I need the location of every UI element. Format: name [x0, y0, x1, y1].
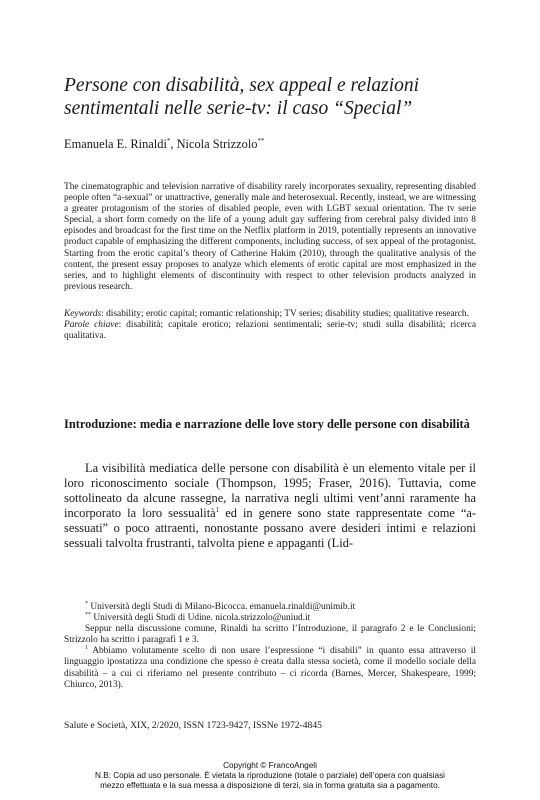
keywords-italian	[64, 320, 476, 342]
usage-notice-line-2: mezzo effettuata e la sua messa a disposizione di terzi, sia in forma gratuita sia a pagamento.	[100, 781, 440, 790]
keywords-text: : disability; erotic capital; romantic relationship; TV series; disability studies; qualitative research.	[101, 309, 469, 319]
affiliation-mark: *	[166, 136, 171, 145]
abstract: The cinematographic and television narrative of disability rarely incorporates sexuality, representing disabled people often “a-sexual” or unattractive, generally male and heterosexual. Recently, instead, we are witnessing a greater protagonism of the stories of disabled people, even with LGBT sexual orientation. The tv serie Special, a short form comedy on the life of a young adult gay suffering from cerebral palsy divided into 8 episodes and broadcast for the first time on the Netflix platform in 2019, potentially represents an innovative product capable of emphasizing the different components, including success, of sex appeal of the protagonist. Starting from the erotic capital’s theory of Catherine Hakim (2010), through the qualitative analysis of the content, the present essay proposes to analyze which elements of erotic capital are most emphasized in the series, and to highlight elements of discontinuity with respect to other television products analyzed in previous research.	[64, 182, 476, 292]
author-separator: ,	[170, 137, 177, 151]
footnotes	[64, 602, 476, 691]
keywords-english	[64, 309, 476, 320]
intro-text: La visibilità mediatica delle persone con disabilità è un elemento vitale per il loro riconoscimento sociale (Thompson, 1995; Fraser, 2016). Tuttavia, come sottolineato da alcune rassegne, la narrativa negli ultimi vent’anni raramente ha incorporato la loro sessualità	[64, 461, 476, 521]
parole-chiave-text: : disabilità; capitale erotico; relazioni sentimentali; serie-tv; studi sulla disabilità; ricerca qualitativa.	[64, 320, 476, 342]
usage-notice	[0, 771, 540, 791]
keywords-label: Keywords	[64, 309, 102, 319]
footnote-mark: **	[85, 611, 91, 618]
footnote-text: Università degli Studi di Milano-Bicocca. emanuela.rinaldi@unimib.it	[88, 602, 356, 612]
footnote-text: Abbiamo volutamente scelto di non usare l’espressione “i disabili” in quanto essa attraverso il linguaggio ipostatizza una condizione che spesso è creata dalla stessa società, come il modello sociale della disabilità – a cui ci riferiamo nel presente contributo – ci ricorda (Barnes, Mercer, Shakespeare, 1999; Chiurco, 2013).	[64, 646, 476, 690]
footnote-ref[interactable]: 1	[215, 506, 220, 515]
footnote-text: Seppur nella discussione comune, Rinaldi ha scritto l’Introduzione, il paragrafo 2 e le Conclusioni; Strizzolo ha scritto i paragrafi 1 e 3.	[64, 624, 476, 646]
footnote-mark: *	[85, 600, 88, 607]
article-title: Persone con disabilità, sex appeal e relazioni sentimentali nelle serie-tv: il caso “Special”	[64, 75, 420, 119]
footnote-mark: 1	[85, 645, 88, 652]
affiliation-mark: **	[257, 136, 265, 145]
parole-chiave-label: Parole chiave	[64, 320, 119, 331]
section-heading: Introduzione: media e narrazione delle love story delle persone con disabilità	[64, 417, 470, 431]
intro-paragraph	[64, 461, 476, 552]
usage-notice-line-1: N.B: Copia ad uso personale. È vietata la riproduzione (totale o parziale) dell’opera con qualsiasi	[95, 771, 445, 780]
author-name-strizzolo: Nicola Strizzolo	[176, 137, 258, 151]
footnote-affiliation-2	[64, 613, 476, 624]
keywords-block	[64, 309, 476, 342]
footnote-text: Università degli Studi di Udine. nicola.strizzolo@uniud.it	[91, 613, 311, 624]
footnote-contributions	[64, 624, 476, 646]
journal-citation: Salute e Società, XIX, 2/2020, ISSN 1723-9427, ISSNe 1972-4845	[64, 720, 322, 731]
footnote-1	[64, 646, 476, 690]
author-line	[64, 137, 264, 152]
intro-text-continued: ed in genere sono state rappresentate come “a-sessuati” o poco attraenti, nonostante possano avere desideri intimi e relazioni sessuali talvolta frustranti, talvolta piene e appaganti (Lid-	[64, 506, 477, 551]
footnote-affiliation-1	[64, 602, 476, 613]
copyright-notice: Copyright © FrancoAngeli	[223, 761, 317, 770]
author-name-rinaldi: Emanuela E. Rinaldi	[64, 137, 167, 151]
